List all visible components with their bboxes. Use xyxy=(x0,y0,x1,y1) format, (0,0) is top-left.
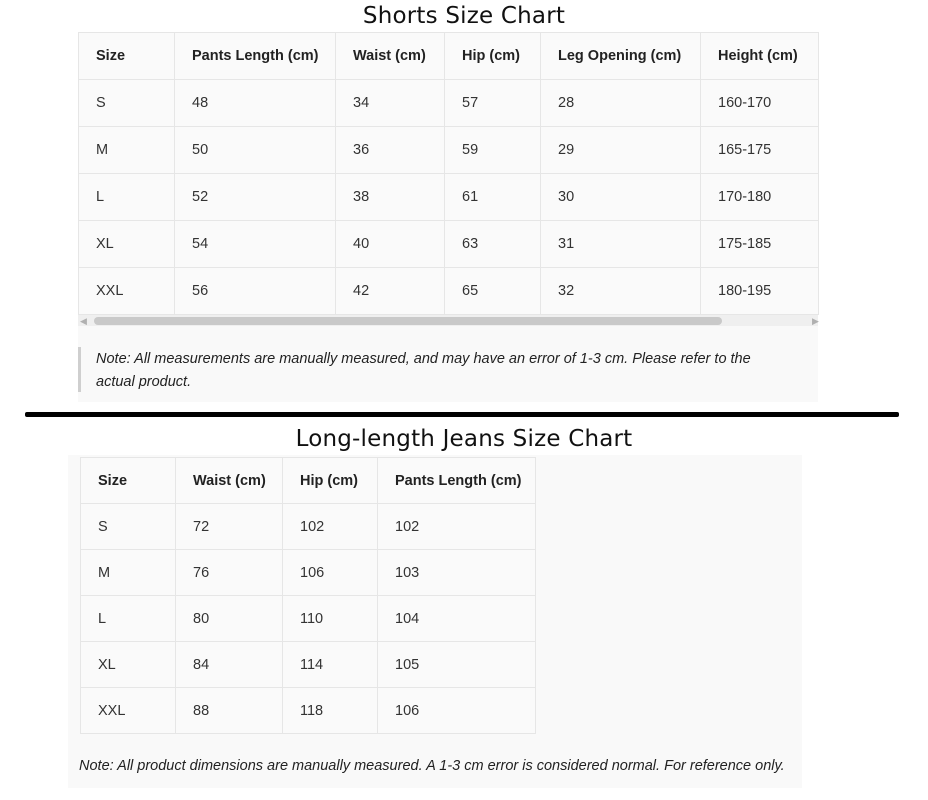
shorts-chart-title: Shorts Size Chart xyxy=(362,3,566,29)
cell-pants-length: 102 xyxy=(378,504,536,550)
header-size: Size xyxy=(79,33,175,80)
cell-pants-length: 104 xyxy=(378,596,536,642)
cell-leg-opening: 32 xyxy=(541,268,701,315)
table-row xyxy=(79,80,819,127)
cell-waist: 40 xyxy=(336,221,445,268)
cell-height: 165-175 xyxy=(701,127,819,174)
cell-height: 180-195 xyxy=(701,268,819,315)
cell-height: 175-185 xyxy=(701,221,819,268)
scroll-left-arrow-icon[interactable]: ◀ xyxy=(80,316,87,326)
cell-pants-length: 48 xyxy=(175,80,336,127)
table-row xyxy=(81,550,536,596)
cell-pants-length: 50 xyxy=(175,127,336,174)
header-waist: Waist (cm) xyxy=(176,458,283,504)
cell-leg-opening: 28 xyxy=(541,80,701,127)
cell-size: M xyxy=(81,550,176,596)
cell-leg-opening: 30 xyxy=(541,174,701,221)
cell-size: XXL xyxy=(79,268,175,315)
cell-waist: 72 xyxy=(176,504,283,550)
cell-hip: 118 xyxy=(283,688,378,734)
cell-waist: 36 xyxy=(336,127,445,174)
header-leg-opening: Leg Opening (cm) xyxy=(541,33,701,80)
cell-hip: 114 xyxy=(283,642,378,688)
cell-size: XL xyxy=(79,221,175,268)
header-waist: Waist (cm) xyxy=(336,33,445,80)
table-row xyxy=(81,642,536,688)
jeans-size-table xyxy=(80,457,536,734)
cell-pants-length: 106 xyxy=(378,688,536,734)
cell-waist: 80 xyxy=(176,596,283,642)
cell-waist: 76 xyxy=(176,550,283,596)
note-quote-bar xyxy=(78,347,81,392)
table-row xyxy=(79,268,819,315)
shorts-size-table xyxy=(78,32,819,315)
table-header-row xyxy=(79,33,819,80)
cell-pants-length: 105 xyxy=(378,642,536,688)
cell-hip: 102 xyxy=(283,504,378,550)
cell-height: 160-170 xyxy=(701,80,819,127)
cell-size: L xyxy=(79,174,175,221)
cell-hip: 106 xyxy=(283,550,378,596)
jeans-chart-title: Long-length Jeans Size Chart xyxy=(295,426,633,452)
cell-pants-length: 54 xyxy=(175,221,336,268)
cell-pants-length: 103 xyxy=(378,550,536,596)
header-pants-length: Pants Length (cm) xyxy=(175,33,336,80)
header-hip: Hip (cm) xyxy=(445,33,541,80)
scrollbar-thumb[interactable] xyxy=(94,317,722,325)
header-pants-length: Pants Length (cm) xyxy=(378,458,536,504)
cell-size: L xyxy=(81,596,176,642)
cell-waist: 34 xyxy=(336,80,445,127)
cell-leg-opening: 31 xyxy=(541,221,701,268)
table-row xyxy=(81,504,536,550)
cell-waist: 38 xyxy=(336,174,445,221)
cell-size: XXL xyxy=(81,688,176,734)
cell-pants-length: 56 xyxy=(175,268,336,315)
header-height: Height (cm) xyxy=(701,33,819,80)
cell-pants-length: 52 xyxy=(175,174,336,221)
header-size: Size xyxy=(81,458,176,504)
cell-waist: 84 xyxy=(176,642,283,688)
cell-hip: 57 xyxy=(445,80,541,127)
cell-waist: 88 xyxy=(176,688,283,734)
section-divider xyxy=(25,412,899,417)
cell-hip: 59 xyxy=(445,127,541,174)
table-header-row xyxy=(81,458,536,504)
cell-height: 170-180 xyxy=(701,174,819,221)
table-row xyxy=(81,596,536,642)
table-row xyxy=(81,688,536,734)
cell-size: XL xyxy=(81,642,176,688)
table-row xyxy=(79,221,819,268)
table-row xyxy=(79,127,819,174)
jeans-note: Note: All product dimensions are manually measured. A 1-3 cm error is considered normal. For reference only. xyxy=(79,758,785,774)
header-hip: Hip (cm) xyxy=(283,458,378,504)
shorts-note: Note: All measurements are manually measured, and may have an error of 1-3 cm. Please refer to the actual product. xyxy=(96,351,751,390)
cell-hip: 61 xyxy=(445,174,541,221)
scroll-right-arrow-icon[interactable]: ▶ xyxy=(812,316,819,326)
cell-size: S xyxy=(81,504,176,550)
cell-size: S xyxy=(79,80,175,127)
cell-hip: 63 xyxy=(445,221,541,268)
cell-leg-opening: 29 xyxy=(541,127,701,174)
table-row xyxy=(79,174,819,221)
cell-size: M xyxy=(79,127,175,174)
cell-hip: 65 xyxy=(445,268,541,315)
cell-hip: 110 xyxy=(283,596,378,642)
cell-waist: 42 xyxy=(336,268,445,315)
